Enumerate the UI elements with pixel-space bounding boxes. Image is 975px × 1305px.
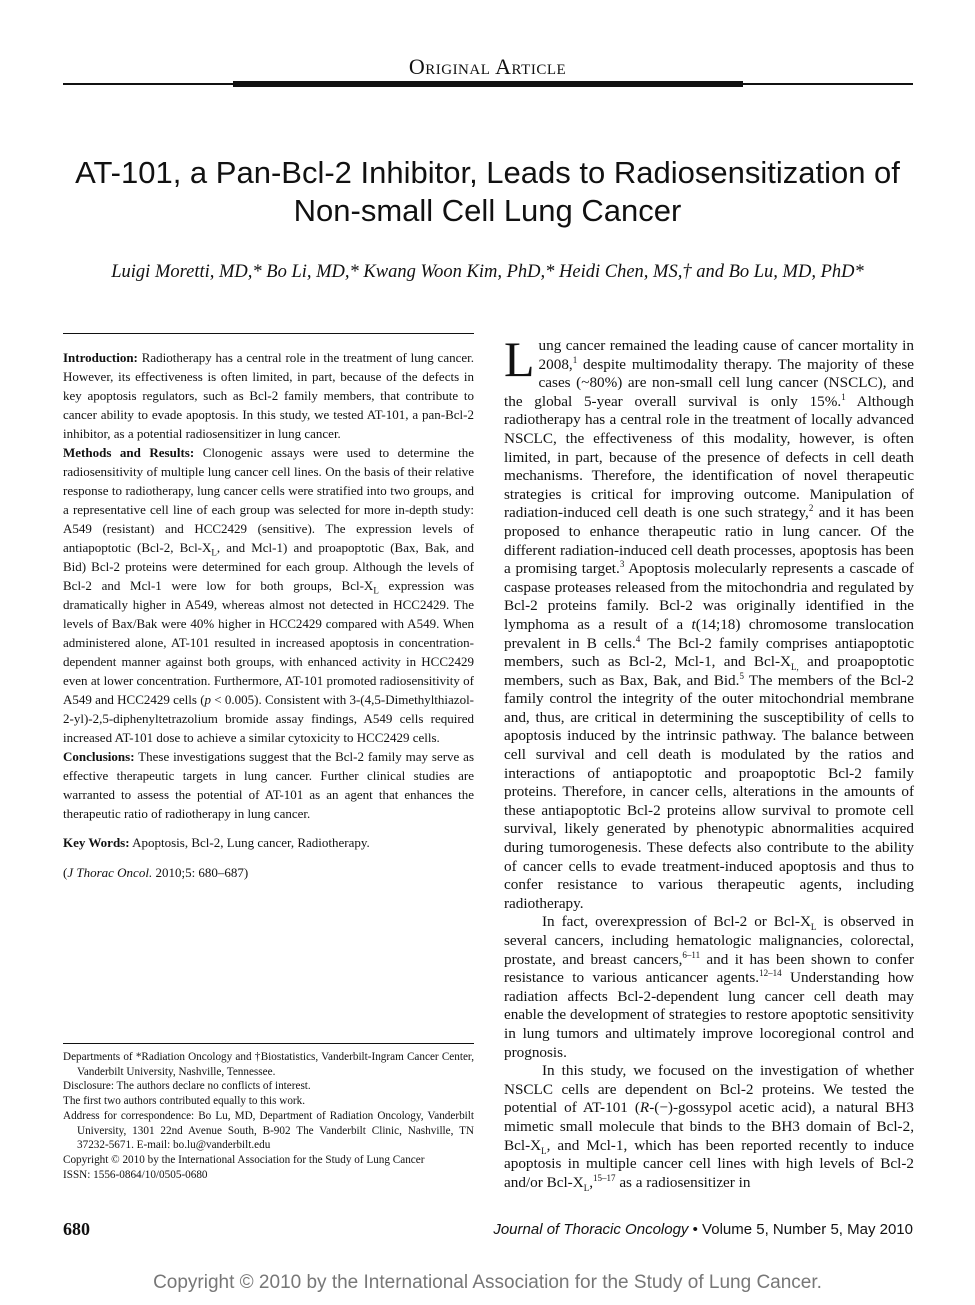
- p3-sub-1: L: [541, 1145, 547, 1156]
- p3-text-a: In this study, we focused on the investigation of whether NSCLC cells are dependent on Bcl-2 proteins. We tested the potential of AT-101 (: [504, 1062, 914, 1117]
- methods-sub-1: L: [211, 547, 217, 558]
- methods-text-d: < 0.005). Consistent with 3-(4,5-Dimethylthiazol-2-yl)-2,5-diphenyltetrazolium bromide assay findings, A549 cells required increased AT-101 dose to achieve a similar cytoxicity to HCC2429 cells.: [63, 692, 475, 745]
- methods-sub-2: L: [373, 585, 379, 596]
- title-line-2: Non-small Cell Lung Cancer: [293, 193, 682, 228]
- p1-text-d: and it has been proposed to enhance therapeutic ratio in lung cancer. Of the different radiation-induced cell death processes, apoptosis has been a promising target.: [504, 504, 914, 578]
- drop-cap: L: [504, 331, 535, 387]
- author-list: Luigi Moretti, MD,* Bo Li, MD,* Kwang Woon Kim, PhD,* Heidi Chen, MS,† and Bo Lu, MD, PhD*: [111, 262, 864, 282]
- p1-ref-2: 1: [841, 391, 846, 402]
- p1-text-g: The Bcl-2 family comprises antiapoptotic members, such as Bcl-2, Mcl-1, and Bcl-X: [504, 634, 914, 671]
- p1-ref-6: 5: [739, 670, 744, 681]
- methods-text-a: Clonogenic assays were used to determine the radiosensitivity of multiple lung cancer cell lines. On the basis of their relative response to radiotherapy, lung cancer cells were stratified into two groups, and a representative cell line of each group was selected for more in-depth study: A549 (resistant) and HCC2429 (sensitive). The expression levels of antiapoptotic (Bcl-2, Bcl-X: [63, 445, 475, 555]
- abstract-column: [63, 333, 474, 882]
- conclusions-text: These investigations suggest that the Bcl-2 family may serve as effective therapeutic targets in lung cancer. Further clinical studies are warranted to assess the potential of AT-101 as an agent that enhances the therapeutic ratio of radiotherapy in lung cancer.: [63, 749, 475, 821]
- methods-text-b: , and Mcl-1) and proapoptotic (Bax, Bak, and Bid) Bcl-2 proteins were determined for each group. Although the levels of Bcl-2 and Mcl-1 were low for both groups, Bcl-X: [63, 540, 475, 593]
- intro-label: Introduction:: [63, 350, 138, 365]
- p3-text-b: -(−)-gossypol acetic acid), a natural BH3 mimetic small molecule that binds to the BH3 domain of Bcl-2, Bcl-X: [504, 1099, 914, 1154]
- title-line-1: AT-101, a Pan-Bcl-2 Inhibitor, Leads to Radiosensitization of: [75, 155, 900, 190]
- abstract-methods: [63, 443, 474, 747]
- footnote-address: Address for correspondence: Bo Lu, MD, Department of Radiation Oncology, Vanderbilt University, 1301 22nd Avenue South, B-902 The Vanderbilt Clinic, Nashville, TN 37232-5671. E-mail: bo.lu@vanderbilt.edu: [63, 1109, 474, 1152]
- abstract-citation: (J Thorac Oncol. 2010;5: 680–687): [63, 865, 249, 880]
- citation-journal: J Thorac Oncol.: [67, 865, 153, 880]
- p1-text-b: despite multimodality therapy. The majority of these cases (~80%) are non-small cell lung cancer (NSCLC), and the global 5-year overall survival is only 15%.: [504, 355, 914, 410]
- footnote-issn: ISSN: 1556-0864/10/0505-0680: [63, 1168, 208, 1181]
- p3-r: R: [639, 1099, 650, 1117]
- footnote-departments: Departments of *Radiation Oncology and †Biostatistics, Vanderbilt-Ingram Cancer Center, Vanderbilt University, Nashville, Tennessee.: [63, 1051, 474, 1078]
- abstract-rule: [63, 333, 474, 334]
- footer-bullet: •: [692, 1221, 698, 1238]
- p3-ref-1: 15–17: [593, 1172, 616, 1183]
- p1-text-a: ung cancer remained the leading cause of cancer mortality in 2008,: [538, 337, 914, 373]
- p1-ref-4: 3: [619, 559, 625, 570]
- p1-text-c: Although radiotherapy has a central role in the treatment of locally advanced NSCLC, the effectiveness of this modality, however, is often limited, in part, because of the presence of defects in cell death mechanisms. Therefore, the identification of novel therapeutic strategies is critical for improving outcome. Manipulation of radiation-induced cell death is one such strategy,: [504, 392, 914, 522]
- p1-text-i: The members of the Bcl-2 family control the integrity of the outer mitochondrial membrane and, thus, are critical in determining the susceptibility of cells to apoptosis induced by the intrinsic pathway. The balance between cell survival and cell death is modulated by the ratios and interactions of antiapoptotic and proapoptotic Bcl-2 family proteins. Therefore, in cancer cells, alterations in the amounts of these antiapoptotic Bcl-2 proteins allow survival to promote cell survival, likely generated by phenotypic abnormalities acquired during tumorogenesis. These defects also contribute to the ability of cancer cells to evade treatment-induced apoptosis and thus to confer resistance to various therapeutic agents, including radiotherapy.: [504, 671, 914, 912]
- body-column: [504, 331, 915, 1193]
- abstract-conclusions: [63, 747, 474, 823]
- methods-label: Methods and Results:: [63, 445, 195, 460]
- p2-text-c: and it has been shown to confer resistance to various anticancer agents.: [504, 950, 914, 987]
- footnote-disclosure: Disclosure: The authors declare no conflicts of interest.: [63, 1080, 311, 1093]
- methods-text-c: expression was dramatically higher in A549, whereas almost not detected in HCC2429. The levels of Bax/Bak were 40% higher in HCC2429 compared with A549. When administered alone, AT-101 resulted in increased apoptosis in concentration-dependent manner against both groups, with enhanced activity in HCC2429 even at lower concentration. Furthermore, AT-101 promoted radiosensitivity of A549 and HCC2429 cells (: [63, 578, 474, 707]
- p3-text-d: as a radiosensitizer in: [619, 1173, 751, 1191]
- body-paragraph-2: [504, 913, 914, 1062]
- keywords-label: Key Words:: [63, 835, 130, 850]
- journal-name: Journal of Thoracic Oncology: [493, 1221, 689, 1238]
- body-paragraph-3: In this study, we focused on the investigation of whether NSCLC cells are dependent on Bcl-2 proteins. We tested the potential of AT-101 (R-(−)-gossypol acetic acid), a natural BH3 mimetic small molecule that binds to the BH3 domain of Bcl-2, Bcl-$X_L$, and Mcl-1, which has been reported recently to induce apoptosis in multiple cancer cell lines with high levels of Bcl-2 and/or Bcl-$X_L,^{15-17}$ as a radiosensitizer in: [504, 1062, 914, 1193]
- keywords-text: Apoptosis, Bcl-2, Lung cancer, Radiotherapy.: [132, 835, 370, 850]
- p3-text-c: , and Mcl-1, which has been reported recently to induce apoptosis in multiple cancer cell lines with high levels of Bcl-2 and/or Bcl-X: [504, 1136, 914, 1191]
- footnote-copyright: Copyright © 2010 by the International Association for the Study of Lung Cancer: [63, 1153, 425, 1166]
- header-rule-thick: [233, 81, 743, 87]
- body-paragraph-1: [504, 331, 915, 913]
- p1-text-h: and proapoptotic members, such as Bax, Bak, and Bid.: [504, 653, 914, 689]
- section-label: Original Article: [408, 54, 567, 79]
- journal-info: [493, 1221, 913, 1238]
- conclusions-label: Conclusions:: [63, 749, 135, 764]
- copyright-watermark: Copyright © 2010 by the International Association for the Study of Lung Cancer.: [153, 1272, 822, 1293]
- p1-ref-1: 1: [572, 354, 578, 365]
- footnotes: [63, 1043, 474, 1182]
- p2-ref-2: 12–14: [759, 968, 782, 979]
- page-number: 680: [63, 1219, 90, 1239]
- page-footer: [63, 1219, 913, 1245]
- p2-ref-1: 6–11: [682, 949, 701, 960]
- intro-text: Radiotherapy has a central role in the treatment of lung cancer. However, its effectiveness is often limited, in part, because of the defects in key apoptosis regulators, such as Bcl-2 family members, that contribute to cancer ability to evade apoptosis. In this study, we tested AT-101, a pan-Bcl-2 inhibitor, as a potential radiosensitizer in lung cancer.: [63, 350, 474, 441]
- p1-sub-1: L,: [791, 662, 799, 673]
- p1-t: t: [691, 615, 696, 633]
- abstract-keywords: [63, 833, 474, 852]
- abstract-introduction: [63, 348, 474, 443]
- p2-text-b: is observed in several cancers, including hematologic malignancies, colorectal, prostate, and breast cancers,: [504, 913, 914, 968]
- citation-rest: 2010;5: 680–687): [155, 865, 249, 880]
- p1-text-e: Apoptosis molecularly represents a cascade of caspase proteases released from the mitochondria and regulated by Bcl-2 proteins family. Bcl-2 was originally identified in the lymphoma as a result of a: [504, 560, 914, 633]
- p2-text-d: Understanding how radiation affects Bcl-2-dependent lung cancer cell death may enable the development of strategies to restore apoptotic sensitivity in lung tumors and ultimately improve locoregional control and prognosis.: [504, 969, 914, 1061]
- article-title: [40, 154, 935, 230]
- p1-ref-3: 2: [808, 503, 814, 514]
- p1-text-f: (14;18) chromosome translocation prevalent in B cells.: [504, 615, 915, 652]
- p3-sub-2: L: [583, 1182, 590, 1193]
- methods-p: p: [204, 692, 212, 707]
- p2-text-a: In fact, overexpression of Bcl-2 or Bcl-X: [542, 913, 811, 931]
- p1-ref-5: 4: [635, 633, 641, 644]
- footnote-equal-contribution: The first two authors contributed equally to this work.: [63, 1095, 306, 1108]
- volume-info: Volume 5, Number 5, May 2010: [702, 1221, 913, 1238]
- p2-sub-1: L: [810, 922, 817, 933]
